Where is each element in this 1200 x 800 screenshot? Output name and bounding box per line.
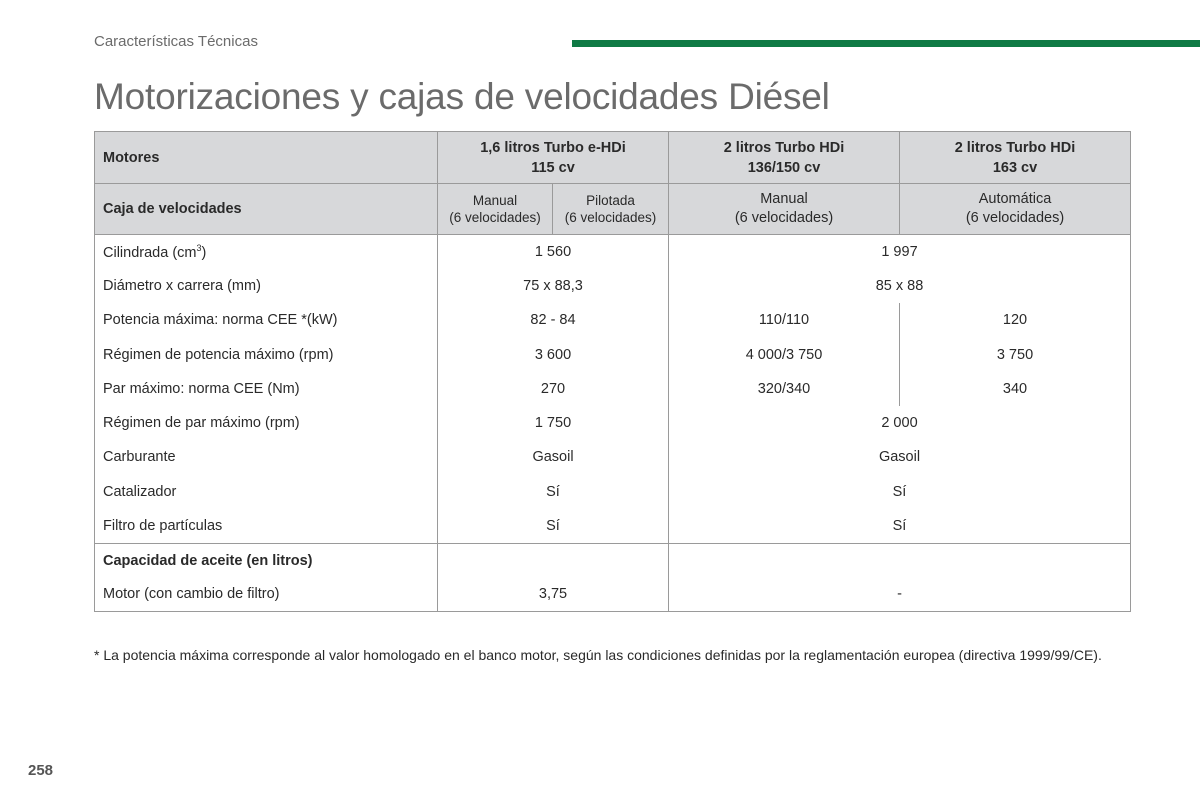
cell-value: 2 000: [669, 406, 1131, 440]
row-label: Potencia máxima: norma CEE *(kW): [95, 303, 438, 337]
gearbox-4-detail: (6 velocidades): [965, 210, 1065, 226]
gearbox-3-detail: (6 velocidades): [734, 210, 834, 226]
cell-value: 82 - 84: [438, 303, 669, 337]
row-label: Motor (con cambio de filtro): [95, 577, 438, 611]
page-title: Motorizaciones y cajas de velocidades Diésel: [94, 76, 830, 117]
footnote: * La potencia máxima corresponde al valor homologado en el banco motor, según las condiciones definidas por la reglamentación europea (directiva 1999/99/CE).: [94, 647, 1102, 663]
engine-3-name: 2 litros Turbo HDi: [954, 139, 1076, 156]
engine-1-name: 1,6 litros Turbo e-HDi: [480, 139, 626, 156]
table-row-carburante: [95, 440, 1131, 474]
cell-value: 270: [438, 372, 669, 406]
cell-value: 85 x 88: [669, 269, 1131, 303]
row-label: Catalizador: [95, 475, 438, 509]
cell-value: 120: [900, 303, 1131, 337]
table-row-regimen-par: [95, 406, 1131, 440]
engine-1-header: [438, 132, 669, 184]
table-row-diametro: [95, 269, 1131, 303]
gearbox-3-type: Manual: [760, 191, 808, 207]
cell-value: Gasoil: [669, 440, 1131, 474]
cell-value: 3,75: [438, 577, 669, 611]
gearbox-label: Caja de velocidades: [95, 184, 438, 235]
table-header-engines: [95, 132, 1131, 184]
row-label: Régimen de potencia máximo (rpm): [95, 337, 438, 371]
cell-empty: [438, 543, 669, 577]
engine-3-header: [900, 132, 1131, 184]
gearbox-2-type: Pilotada: [586, 193, 635, 208]
table-row-oil-motor: [95, 577, 1131, 611]
engine-2-power: 136/150 cv: [747, 159, 821, 176]
row-label: Carburante: [95, 440, 438, 474]
cell-value: Sí: [438, 509, 669, 543]
cell-value: 3 750: [900, 337, 1131, 371]
cell-value: Gasoil: [438, 440, 669, 474]
cell-empty: [669, 543, 1131, 577]
motores-label: Motores: [95, 132, 438, 184]
cell-value: 320/340: [669, 372, 900, 406]
row-label: [95, 235, 438, 269]
table-row-catalizador: [95, 475, 1131, 509]
section-label: Características Técnicas: [94, 33, 258, 50]
gearbox-1-type: Manual: [472, 193, 518, 208]
engine-2-name: 2 litros Turbo HDi: [723, 139, 845, 156]
cell-value: 3 600: [438, 337, 669, 371]
cell-value: 75 x 88,3: [438, 269, 669, 303]
cell-value: 1 560: [438, 235, 669, 269]
cell-value: Sí: [669, 475, 1131, 509]
engine-2-header: [669, 132, 900, 184]
gearbox-4: [900, 184, 1131, 235]
gearbox-2: [553, 184, 669, 235]
table-row-filtro: [95, 509, 1131, 543]
gearbox-1: [438, 184, 553, 235]
table-header-gearboxes: [95, 184, 1131, 235]
cell-value: 110/110: [669, 303, 900, 337]
gearbox-2-detail: (6 velocidades): [564, 210, 657, 225]
gearbox-4-type: Automática: [978, 191, 1052, 207]
engine-3-power: 163 cv: [992, 159, 1038, 176]
gearbox-3: [669, 184, 900, 235]
cell-value: 1 997: [669, 235, 1131, 269]
cell-value: Sí: [669, 509, 1131, 543]
cell-value: 340: [900, 372, 1131, 406]
spec-table: [94, 131, 1131, 612]
section-accent-bar: [572, 40, 1200, 47]
table-row-oil-capacity: [95, 543, 1131, 577]
row-label: Régimen de par máximo (rpm): [95, 406, 438, 440]
table-row-cilindrada: [95, 235, 1131, 269]
oil-capacity-label: Capacidad de aceite (en litros): [95, 543, 438, 577]
gearbox-1-detail: (6 velocidades): [449, 210, 541, 225]
row-label: Par máximo: norma CEE (Nm): [95, 372, 438, 406]
row-label: Diámetro x carrera (mm): [95, 269, 438, 303]
cell-value: 4 000/3 750: [669, 337, 900, 371]
table-row-par: [95, 372, 1131, 406]
cilindrada-label-sup: 3: [196, 242, 202, 253]
table-row-potencia: [95, 303, 1131, 337]
cell-value: -: [669, 577, 1131, 611]
page-number: 258: [28, 762, 54, 779]
cilindrada-label-main: Cilindrada (cm: [103, 244, 197, 261]
cilindrada-label-end: ): [201, 244, 207, 261]
engine-1-power: 115 cv: [531, 159, 575, 176]
cell-value: 1 750: [438, 406, 669, 440]
cell-value: Sí: [438, 475, 669, 509]
table-row-regimen-potencia: [95, 337, 1131, 371]
row-label: Filtro de partículas: [95, 509, 438, 543]
